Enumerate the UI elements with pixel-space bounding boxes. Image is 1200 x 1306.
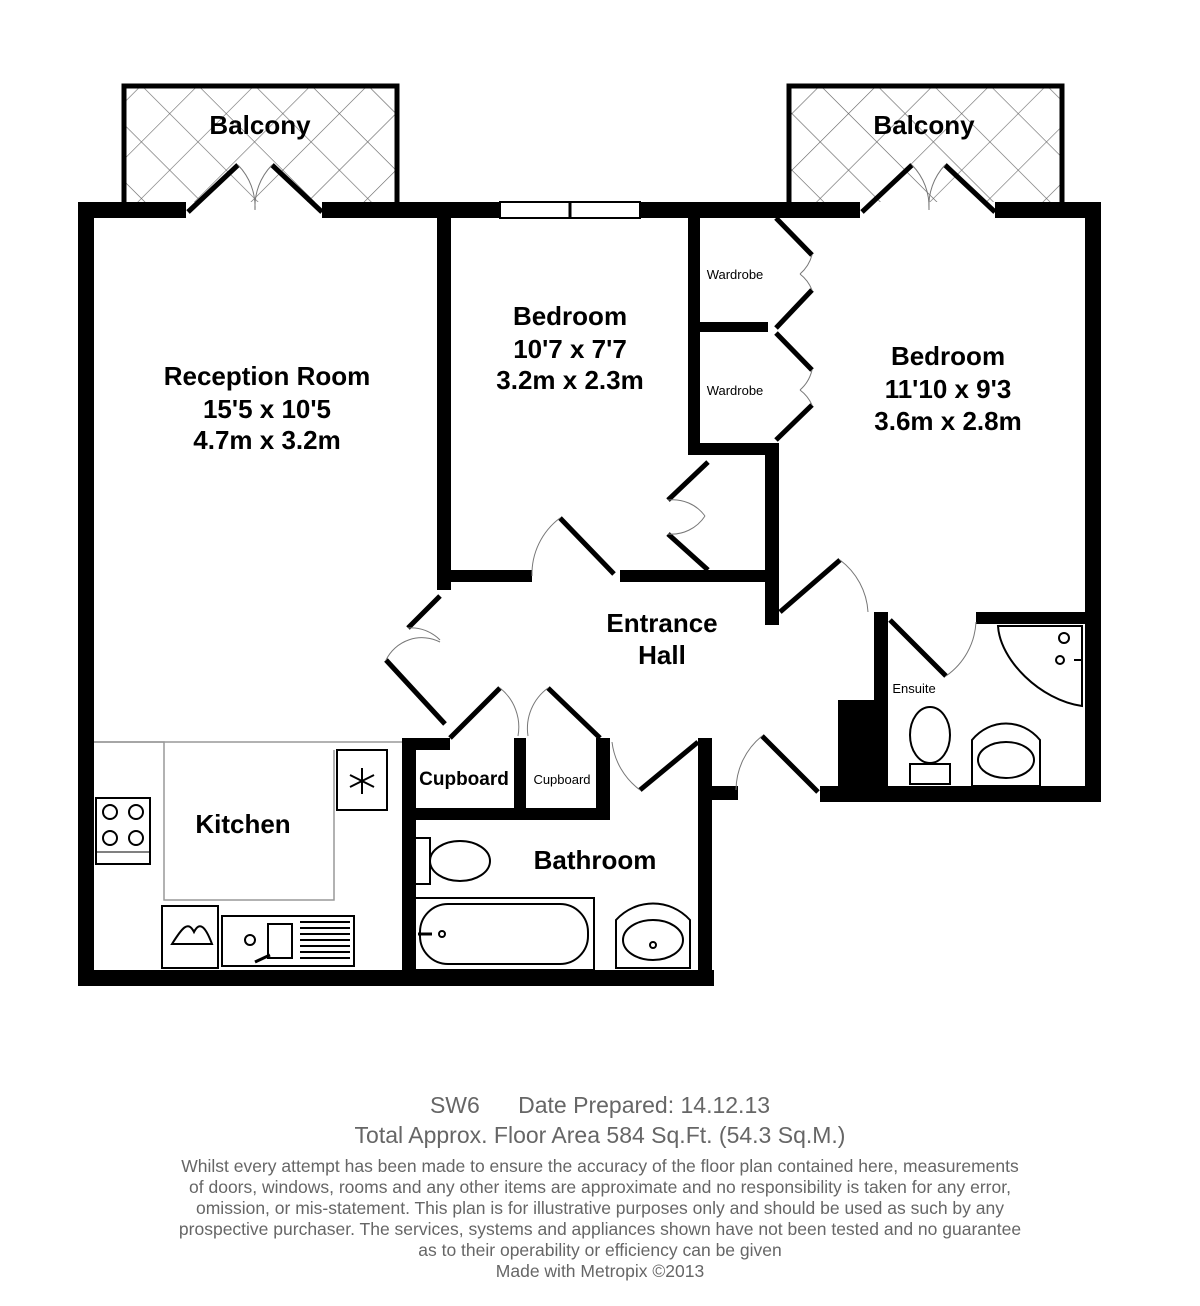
ensuite-label: Ensuite: [892, 681, 936, 696]
sink-icon: [222, 916, 354, 966]
bedroom-small-name: Bedroom: [512, 301, 628, 331]
disclaimer-line: as to their operability or efficiency can be given: [418, 1240, 782, 1260]
footer-floor-area: Total Approx. Floor Area 584 Sq.Ft. (54.3 Sq.M.): [354, 1122, 846, 1148]
reception-name: Reception Room: [163, 361, 371, 391]
balcony-right: [789, 86, 1062, 207]
wardrobe-2-label: Wardrobe: [706, 383, 764, 398]
balcony-right-label: Balcony: [873, 110, 975, 140]
entrance-hall-label-line2: Hall: [638, 640, 686, 670]
bedroom-large-metric: 3.6m x 2.8m: [874, 406, 1022, 436]
toilet-icon-bathroom: [414, 838, 490, 884]
cupboard-2-label: Cupboard: [533, 772, 591, 787]
bedroom-large-imperial: 11'10 x 9'3: [884, 374, 1012, 404]
footer-disclaimer: [0, 1156, 1200, 1282]
cupboard-1-label: Cupboard: [419, 769, 509, 790]
hob-icon: [96, 798, 150, 864]
footer-credit: Made with Metropix ©2013: [495, 1261, 705, 1281]
disclaimer-line: prospective purchaser. The services, systems and appliances shown have not been tested and no guarantee: [178, 1219, 1022, 1239]
entrance-hall-label-line1: Entrance: [606, 608, 718, 638]
basin-icon-bathroom: [616, 904, 690, 969]
footer-location-date: SW6 Date Prepared: 14.12.13: [429, 1092, 771, 1118]
kitchen-label: Kitchen: [195, 809, 291, 839]
bedroom-small-imperial: 10'7 x 7'7: [513, 334, 627, 364]
toilet-icon-ensuite: [910, 707, 950, 784]
reception-metric: 4.7m x 3.2m: [193, 425, 341, 455]
reception-imperial: 15'5 x 10'5: [202, 394, 332, 424]
balcony-left-label: Balcony: [209, 110, 311, 140]
basin-icon-ensuite: [972, 724, 1040, 787]
bedroom-small-metric: 3.2m x 2.3m: [496, 365, 644, 395]
bathroom-label: Bathroom: [533, 845, 657, 875]
wardrobe-1-label: Wardrobe: [706, 267, 764, 282]
room-labels: [164, 110, 1022, 875]
bedroom-large-name: Bedroom: [890, 341, 1006, 371]
fridge-freezer-icon: [337, 750, 387, 810]
disclaimer-line: omission, or mis-statement. This plan is for illustrative purposes only and should be used as such by any: [196, 1198, 1004, 1218]
bath-icon: [414, 898, 594, 970]
disclaimer-line: Whilst every attempt has been made to ensure the accuracy of the floor plan contained here, measurements: [181, 1156, 1019, 1176]
disclaimer-line: of doors, windows, rooms and any other items are approximate and no responsibility is taken for any error,: [189, 1177, 1011, 1197]
shower-icon: [998, 626, 1082, 706]
balcony-left: [124, 86, 397, 207]
washing-machine-icon: [162, 906, 218, 968]
